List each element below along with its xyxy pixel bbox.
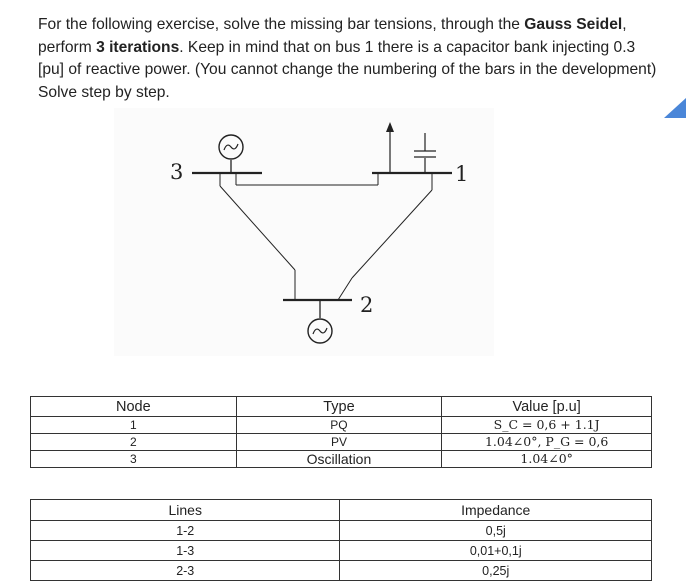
line-impedance: 0,01+0,1j (340, 541, 652, 561)
line-2-3 (220, 186, 295, 270)
header-lines: Lines (31, 500, 340, 521)
table-row (31, 434, 652, 451)
problem-text-2: , perform (38, 16, 627, 56)
node-value: 1.04∠0° (442, 451, 652, 468)
table-row (31, 521, 652, 541)
table-row (31, 451, 652, 468)
line-id: 1-3 (31, 541, 340, 561)
node-value: S_C = 0,6 + 1.1J (442, 417, 652, 434)
node-number: 3 (31, 451, 237, 468)
table-row (31, 417, 652, 434)
problem-text-1: For the following exercise, solve the missing bar tensions, through the (38, 16, 525, 33)
node-value: 1.04∠0°, P_G = 0,6 (442, 434, 652, 451)
node-type: Oscillation (236, 451, 442, 468)
node-number: 2 (31, 434, 237, 451)
table-row (31, 541, 652, 561)
nodes-table (30, 396, 652, 468)
line-impedance: 0,5j (340, 521, 652, 541)
table-header-row (31, 397, 652, 417)
problem-text-3: . Keep in mind that on bus 1 there is a capacitor bank injecting 0.3 [pu] of reactive power. (You cannot change the numbering of the bars in the development) Solve step by step. (38, 38, 657, 101)
header-type: Type (236, 397, 442, 417)
node-number: 1 (31, 417, 237, 434)
header-impedance: Impedance (340, 500, 652, 521)
bus-2-label: 2 (360, 293, 374, 317)
load-arrow-icon (386, 122, 394, 132)
bus-3-label: 3 (170, 160, 184, 184)
line-id: 2-3 (31, 561, 340, 581)
bus-1-label: 1 (455, 162, 469, 186)
table-header-row (31, 500, 652, 521)
table-row (31, 561, 652, 581)
header-node: Node (31, 397, 237, 417)
line-impedance: 0,25j (340, 561, 652, 581)
node-type: PQ (236, 417, 442, 434)
line-1-2 (352, 190, 432, 278)
sine-icon (224, 144, 238, 150)
sine-icon (313, 328, 327, 334)
line-id: 1-2 (31, 521, 340, 541)
node-type: PV (236, 434, 442, 451)
problem-bold-method: Gauss Seidel (524, 16, 623, 33)
header-value: Value [p.u] (442, 397, 652, 417)
problem-bold-iterations: 3 iterations (96, 38, 180, 56)
lines-table (30, 499, 652, 581)
